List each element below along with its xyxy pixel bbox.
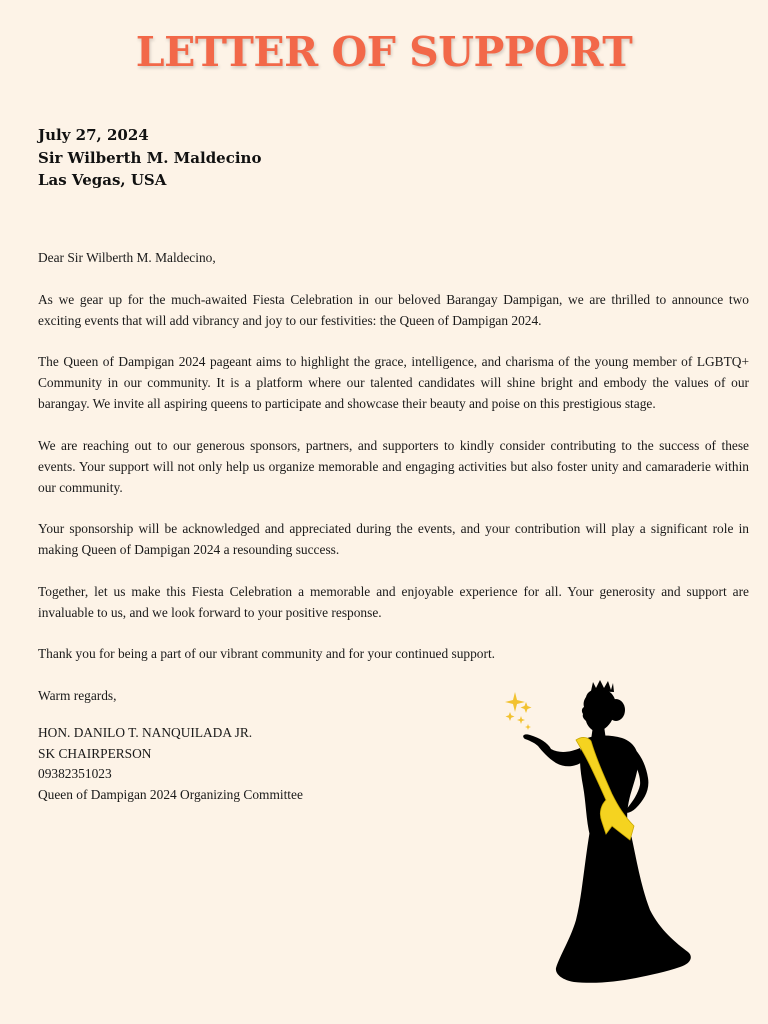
signatory-position: SK CHAIRPERSON <box>38 745 152 761</box>
body-paragraph: As we gear up for the much-awaited Fiesta Celebration in our beloved Barangay Dampigan, we are thrilled to announce two exciting events that will add vibrancy and joy to our festivities: the Queen of Dampigan 2024. <box>38 291 749 328</box>
signatory-organization: Queen of Dampigan 2024 Organizing Committee <box>38 786 303 802</box>
signatory-phone: 09382351023 <box>38 766 112 782</box>
body-paragraph: Together, let us make this Fiesta Celebration a memorable and enjoyable experience for all. Your generosity and support are invaluable to us, and we look forward to your positive response. <box>38 583 749 620</box>
recipient-location: Las Vegas, USA <box>38 171 167 189</box>
letter-header <box>38 124 438 192</box>
letter-date: July 27, 2024 <box>38 126 149 144</box>
thanks-paragraph: Thank you for being a part of our vibrant community and for your continued support. <box>38 646 496 661</box>
recipient-name: Sir Wilberth M. Maldecino <box>38 148 262 167</box>
salutation: Dear Sir Wilberth M. Maldecino, <box>38 250 216 265</box>
body-paragraph: The Queen of Dampigan 2024 pageant aims to highlight the grace, intelligence, and charisma of the young member of LGBTQ+ Community in our community. It is a platform where our talented candidates will shine bright and embody the values of our barangay. We invite all aspiring queens to participate and showcase their beauty and poise on this prestigious stage. <box>38 354 749 411</box>
sparkle-icon <box>505 692 532 730</box>
closing: Warm regards, <box>38 687 117 703</box>
pageant-queen-silhouette-icon <box>500 676 700 991</box>
body-paragraph: We are reaching out to our generous sponsors, partners, and supporters to kindly consider contributing to the success of these events. Your support will not only help us organize memorable and engaging activities but also foster unity and camaraderie within our community. <box>38 437 749 495</box>
letter-title: LETTER OF SUPPORT <box>135 28 633 76</box>
letter-body <box>38 247 749 726</box>
signature-block <box>38 723 438 805</box>
body-paragraph: Your sponsorship will be acknowledged and appreciated during the events, and your contribution will play a significant role in making Queen of Dampigan 2024 a resounding success. <box>38 521 749 557</box>
signatory-name: HON. DANILO T. NANQUILADA JR. <box>38 725 253 740</box>
